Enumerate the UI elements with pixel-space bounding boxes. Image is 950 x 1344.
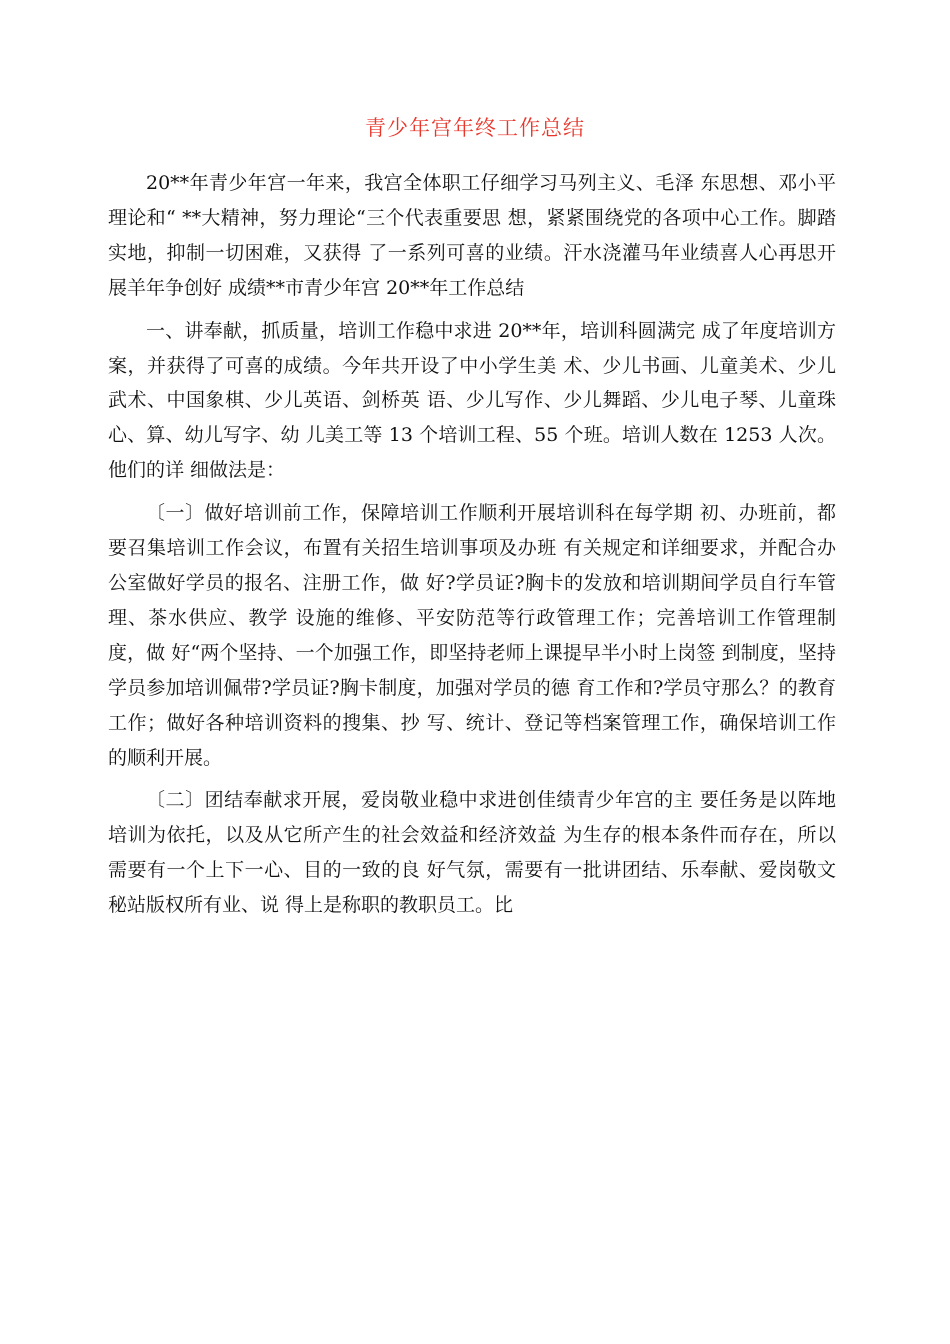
paragraph-intro: 20**年青少年宫一年来，我宫全体职工仔细学习马列主义、毛泽 东思想、邓小平理论和“ **大精神，努力理论“三个代表重要思 想，紧紧围绕党的各项中心工作。脚踏实地，抑制一切困难，又获得 了一系列可喜的业绩。汗水浇灌马年业绩喜人心再思开展羊年争创好 成绩**市青少年宫 20**年工作总结 [108, 172, 836, 299]
document-body [108, 166, 836, 923]
paragraph-subsection-two: 〔二〕团结奉献求开展，爱岗敬业稳中求进创佳绩青少年宫的主 要任务是以阵地培训为依托，以及从它所产生的社会效益和经济效益 为生存的根本条件而存在，所以需要有一个上下一心、目的一致的良 好气氛，需要有一批讲团结、乐奉献、爱岗敬文秘站版权所有业、说 得上是称职的教职员工。比 [108, 789, 836, 917]
paragraph-subsection-one: 〔一〕做好培训前工作，保障培训工作顺利开展培训科在每学期 初、办班前，都要召集培训工作会议，布置有关招生培训事项及办班 有关规定和详细要求，并配合办公室做好学员的报名、注册工作，做 好?学员证?胸卡的发放和培训期间学员自行车管理、茶水供应、教学 设施的维修、平安防范等行政管理工作；完善培训工作管理制度，做 好“两个坚持、一个加强工作，即坚持老师上课提早半小时上岗签 到制度，坚持学员参加培训佩带?学员证?胸卡制度，加强对学员的德 育工作和?学员守那么？的教育工作；做好各种培训资料的搜集、抄 写、统计、登记等档案管理工作，确保培训工作的顺利开展。 [108, 502, 836, 769]
document-title: 青少年宫年终工作总结 [365, 116, 585, 140]
paragraph-section-one: 一、讲奉献，抓质量，培训工作稳中求进 20**年，培训科圆满完 成了年度培训方案，并获得了可喜的成绩。今年共开设了中小学生美 术、少儿书画、儿童美术、少儿武术、中国象棋、少儿英语、剑桥英 语、少儿写作、少儿舞蹈、少儿电子琴、儿童珠心、算、幼儿写字、幼 儿美工等 13 个培训工程、55 个班。培训人数在 1253 人次。他们的详 细做法是： [108, 319, 836, 482]
